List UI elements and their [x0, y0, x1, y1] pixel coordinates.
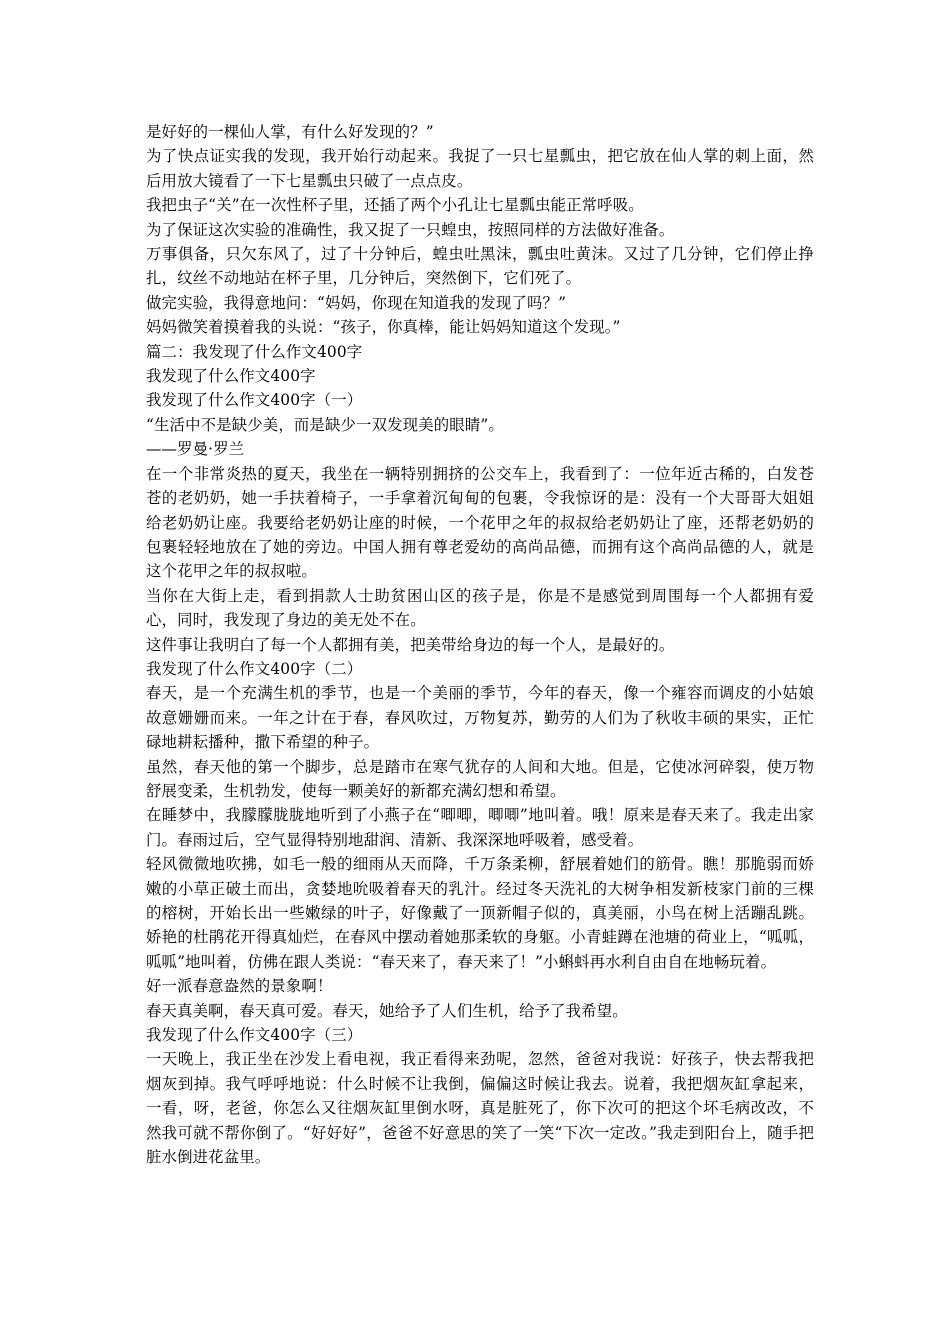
paragraph: 为了快点证实我的发现，我开始行动起来。我捉了一只七星瓢虫，把它放在仙人掌的刺上面，然后用放大镜看了一下七星瓢虫只破了一点点皮。 [146, 147, 814, 190]
subsection-heading: 我发现了什么作文400字（三） [146, 1026, 363, 1045]
paragraph: 春天真美啊，春天真可爱。春天，她给予了人们生机，给予了我希望。 [146, 1001, 628, 1020]
paragraph: 这件事让我明白了每一个人都拥有美，把美带给身边的每一个人，是最好的。 [146, 635, 675, 654]
paragraph: 轻风微微地吹拂，如毛一般的细雨从天而降，千万条柔柳，舒展着她们的筋骨。瞧！那脆弱而娇嫩的小草正破土而出，贪婪地吮吸着春天的乳汁。经过冬天洗礼的大树争相发新枝家门前的三棵的榕树，开始长出一些嫩绿的叶子，好像戴了一顶新帽子似的，真美丽，小鸟在树上活蹦乱跳。娇艳的杜鹃花开得真灿烂，在春风中摆动着她那柔软的身躯。小青蛙蹲在池塘的荷业上，“呱呱，呱呱”地叫着，仿佛在跟人类说：“春天来了，春天来了！”小蝌蚪再水利自由自在地畅玩着。 [146, 855, 814, 971]
paragraph: 为了保证这次实验的准确性，我又捉了一只蝗虫，按照同样的方法做好准备。 [146, 220, 675, 239]
paragraph: 万事俱备，只欠东风了，过了十分钟后，蝗虫吐黑沫，瓢虫吐黄沫。又过了几分钟，它们停止挣扎，纹丝不动地站在杯子里，几分钟后，突然倒下，它们死了。 [146, 245, 814, 288]
subsection-heading: 我发现了什么作文400字（二） [146, 659, 363, 678]
paragraph: 好一派春意盎然的景象啊！ [146, 977, 333, 996]
article-title: 我发现了什么作文400字 [146, 367, 316, 386]
section-heading: 篇二：我发现了什么作文400字 [146, 342, 363, 361]
subsection-heading: 我发现了什么作文400字（一） [146, 391, 363, 410]
paragraph: 春天，是一个充满生机的季节，也是一个美丽的季节，今年的春天，像一个雍容而调皮的小姑娘故意姗姗而来。一年之计在于春，春风吹过，万物复苏，勤劳的人们为了秋收丰硕的果实，正忙碌地耕耘播种，撒下希望的种子。 [146, 684, 814, 752]
quote: “生活中不是缺少美，而是缺少一双发现美的眼睛”。 [146, 415, 504, 434]
document-body [146, 120, 814, 1169]
paragraph: 虽然，春天他的第一个脚步，总是踏市在寒气犹存的人间和大地。但是，它使冰河碎裂，使万物舒展变柔，生机勃发，使每一颗美好的新都充满幻想和希望。 [146, 757, 814, 800]
paragraph: 妈妈微笑着摸着我的头说：“孩子，你真棒，能让妈妈知道这个发现。” [146, 318, 621, 337]
paragraph: 我把虫子“关”在一次性杯子里，还插了两个小孔让七星瓢虫能正常呼吸。 [146, 196, 644, 215]
paragraph: 在睡梦中，我朦朦胧胧地听到了小燕子在“唧唧，唧唧”地叫着。哦！原来是春天来了。我走出家门。春雨过后，空气显得特别地甜润、清新、我深深地呼吸着，感受着。 [146, 806, 814, 849]
paragraph: 在一个非常炎热的夏天，我坐在一辆特别拥挤的公交车上，我看到了：一位年近古稀的，白发苍苍的老奶奶，她一手扶着椅子，一手拿着沉甸甸的包裹，令我惊讶的是：没有一个大哥哥大姐姐给老奶奶让座。我要给老奶奶让座的时候，一个花甲之年的叔叔给老奶奶让了座，还帮老奶奶的包裹轻轻地放在了她的旁边。中国人拥有尊老爱幼的高尚品德，而拥有这个高尚品德的人，就是这个花甲之年的叔叔啦。 [146, 464, 814, 581]
paragraph: 当你在大街上走，看到捐款人士助贫困山区的孩子是，你是不是感觉到周围每一个人都拥有爱心，同时，我发现了身边的美无处不在。 [146, 586, 814, 630]
paragraph: 是好好的一棵仙人掌，有什么好发现的？” [146, 123, 434, 141]
paragraph: 做完实验，我得意地问：“妈妈，你现在知道我的发现了吗？” [146, 293, 567, 312]
quote-attribution: ——罗曼·罗兰 [146, 440, 245, 459]
paragraph: 一天晚上，我正坐在沙发上看电视，我正看得来劲呢，忽然，爸爸对我说：好孩子，快去帮我把烟灰到掉。我气呼呼地说：什么时候不让我倒，偏偏这时候让我去。说着，我把烟灰缸拿起来，一看，呀，老爸，你怎么又往烟灰缸里倒水呀，真是脏死了，你下次可的把这个坏毛病改改，不然我可就不帮你倒了。“好好好”，爸爸不好意思的笑了一笑“下次一定改。”我走到阳台上，随手把脏水倒进花盆里。 [146, 1050, 814, 1167]
